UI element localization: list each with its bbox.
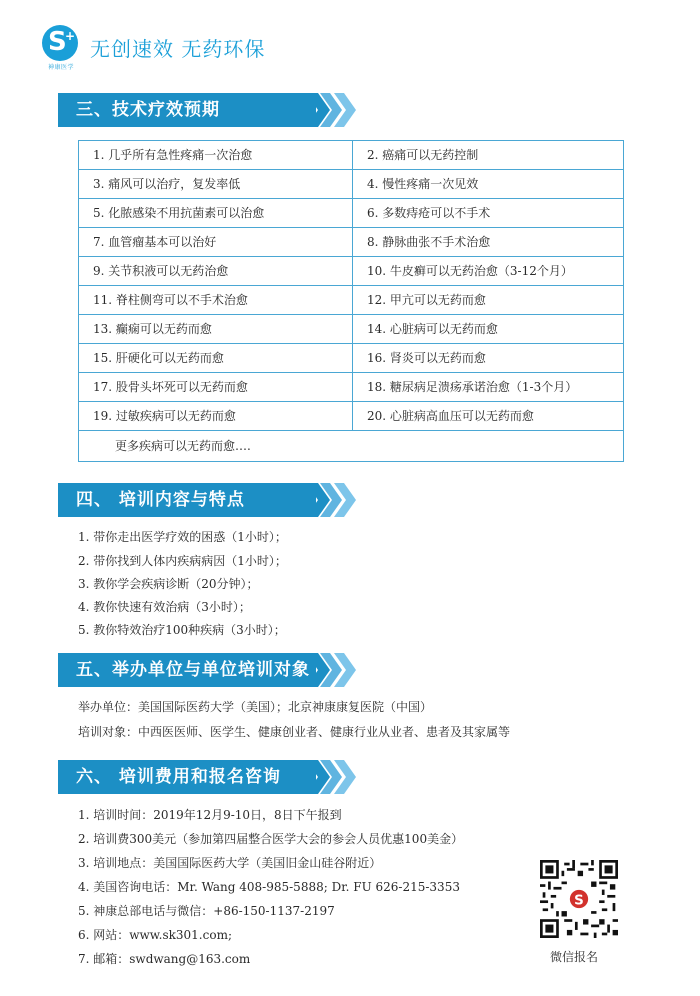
- table-cell: 1. 几乎所有急性疼痛一次治愈: [93, 148, 253, 162]
- section-title: 四、 培训内容与特点: [76, 490, 245, 510]
- table-cell: 4. 慢性疼痛一次见效: [367, 177, 479, 191]
- table-row: [79, 228, 623, 257]
- wechat-qr-code: [540, 860, 618, 938]
- chevron-arrows-icon: [306, 93, 366, 127]
- table-row: [79, 315, 623, 344]
- list-item: 5. 教你特效治疗100种疾病（3小时）；: [78, 623, 286, 637]
- us-phone[interactable]: 4. 美国咨询电话：Mr. Wang 408-985-5888; Dr. FU 626-215-3353: [78, 880, 460, 894]
- list-item: 2. 带你找到人体内疾病病因（1小时）；: [78, 554, 287, 568]
- table-row: [79, 344, 623, 373]
- table-cell: 14. 心脏病可以无药而愈: [367, 322, 498, 336]
- section-title: 六、 培训费用和报名咨询: [76, 767, 281, 787]
- table-cell: 7. 血管瘤基本可以治好: [93, 235, 217, 249]
- section-banner-4: [58, 483, 358, 517]
- table-cell: 17. 股骨头坏死可以无药而愈: [93, 380, 248, 394]
- table-row: [79, 257, 623, 286]
- list-item: 3. 教你学会疾病诊断（20分钟）；: [78, 577, 259, 591]
- host-organizations: 举办单位：美国国际医药大学（美国）；北京神康康复医院（中国）: [78, 700, 433, 714]
- table-cell: 11. 脊柱侧弯可以不手术治愈: [93, 293, 248, 307]
- website-link[interactable]: 6. 网站：www.sk301.com;: [78, 928, 232, 942]
- table-row: [79, 286, 623, 315]
- chevron-arrows-icon: [306, 653, 366, 687]
- more-diseases-note: 更多疾病可以无药而愈….: [115, 439, 251, 453]
- table-row: [79, 141, 623, 170]
- table-row: [79, 402, 623, 431]
- table-cell: 9. 关节积液可以无药治愈: [93, 264, 229, 278]
- table-cell: 5. 化脓感染不用抗菌素可以治愈: [93, 206, 265, 220]
- qr-caption: 微信报名: [550, 950, 599, 964]
- brand-logo: [40, 25, 84, 69]
- slogan: 无创速效 无药环保: [90, 36, 266, 61]
- table-cell: 3. 痛风可以治疗，复发率低: [93, 177, 241, 191]
- table-cell: 18. 糖尿病足溃疡承诺治愈（1-3个月）: [367, 380, 578, 394]
- training-time: 1. 培训时间：2019年12月9-10日，8日下午报到: [78, 808, 342, 822]
- section-title: 五、举办单位与单位培训对象: [76, 660, 310, 680]
- section-banner-3: [58, 93, 358, 127]
- list-item: 4. 教你快速有效治病（3小时）；: [78, 600, 251, 614]
- table-cell: 2. 癌痛可以无药控制: [367, 148, 479, 162]
- table-cell: 12. 甲亢可以无药而愈: [367, 293, 486, 307]
- table-cell: 13. 癫痫可以无药而愈: [93, 322, 212, 336]
- section-banner-5: [58, 653, 358, 687]
- table-cell: 19. 过敏疾病可以无药而愈: [93, 409, 236, 423]
- table-row: [79, 373, 623, 402]
- plus-icon: +: [65, 29, 76, 43]
- svg-text:S: S: [574, 893, 584, 909]
- section-banner-6: [58, 760, 358, 794]
- target-audience: 培训对象：中西医医师、医学生、健康创业者、健康行业从业者、患者及其家属等: [78, 725, 511, 739]
- logo-caption: 神康医学: [47, 64, 74, 71]
- efficacy-table: [78, 140, 624, 462]
- training-fee: 2. 培训费300美元（参加第四届整合医学大会的参会人员优惠100美金）: [78, 832, 464, 846]
- chevron-arrows-icon: [306, 760, 366, 794]
- table-cell: 20. 心脏病高血压可以无药而愈: [367, 409, 534, 423]
- table-row: [79, 170, 623, 199]
- table-cell: 15. 肝硬化可以无药而愈: [93, 351, 224, 365]
- logo-letter: S: [48, 27, 67, 57]
- table-row: [79, 199, 623, 228]
- chevron-arrows-icon: [306, 483, 366, 517]
- table-cell: 8. 静脉曲张不手术治愈: [367, 235, 491, 249]
- training-location: 3. 培训地点：美国国际医药大学（美国旧金山硅谷附近）: [78, 856, 382, 870]
- table-cell: 6. 多数痔疮可以不手术: [367, 206, 491, 220]
- hq-phone-wechat[interactable]: 5. 神康总部电话与微信：+86-150-1137-2197: [78, 904, 335, 918]
- section-title: 三、技术疗效预期: [76, 100, 220, 120]
- table-cell: 10. 牛皮癣可以无药治愈（3-12个月）: [367, 264, 573, 278]
- page-header: [40, 22, 265, 72]
- list-item: 1. 带你走出医学疗效的困惑（1小时）；: [78, 530, 287, 544]
- email-link[interactable]: 7. 邮箱：swdwang@163.com: [78, 952, 251, 966]
- table-cell: 16. 肾炎可以无药而愈: [367, 351, 486, 365]
